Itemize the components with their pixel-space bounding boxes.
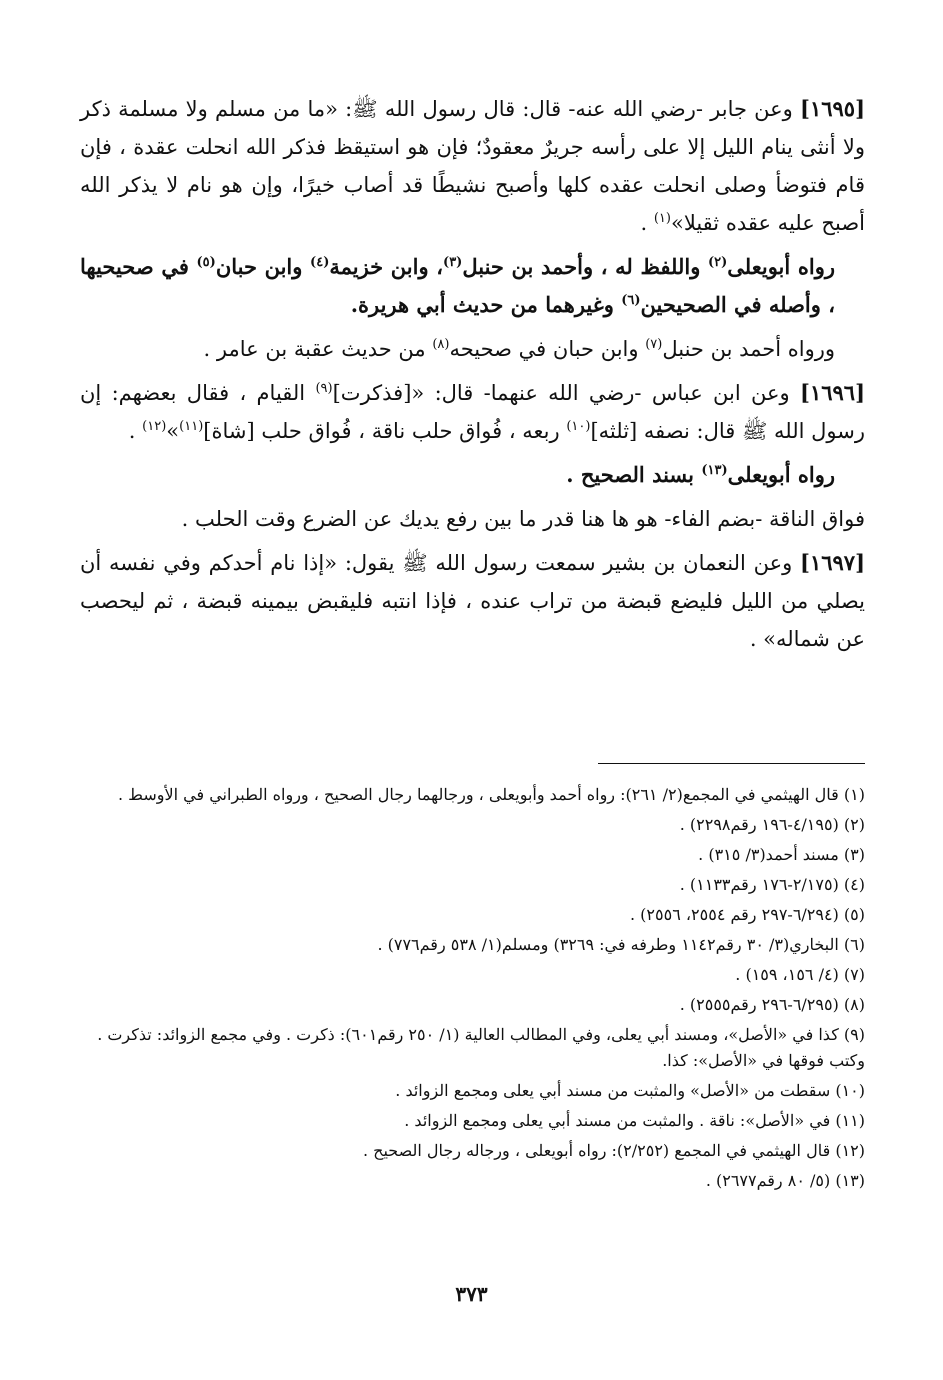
hadith-number: [١٦٩٧] — [800, 550, 865, 575]
riwaya-text: رواه أبويعلى — [727, 462, 835, 487]
riwaya-text: رواه أبويعلى — [727, 254, 835, 279]
footnote-ref: (٦) — [621, 293, 641, 308]
footnote-11: (١١) في «الأصل»: ناقة . والمثبت من مسند أبي يعلى ومجمع الزوائد . — [404, 1111, 865, 1130]
footnote-ref: (١٢) — [142, 419, 167, 434]
footnote-ref: (٣) — [443, 255, 463, 270]
riwaya-text: ، وابن خزيمة — [329, 254, 444, 279]
riwaya-text: في صحيحيها ، وأصله في الصحيحين — [80, 254, 835, 317]
riwaya-2 — [80, 330, 865, 368]
footnote-ref: (٨) — [432, 337, 450, 352]
hadith-text: وعن ابن عباس -رضي الله عنهما- قال: «[فذكرت] — [332, 381, 800, 405]
footnote-1: (١) قال الهيثمي في المجمع(٢/ ٢٦١): رواه أحمد وأبويعلى ، ورجالهما رجال الصحيح ، ورواه الطبراني في الأوسط . — [118, 785, 865, 804]
riwaya-text: واللفظ له ، وأحمد بن حنبل — [462, 254, 708, 279]
footnote-12: (١٢) قال الهيثمي في المجمع (٢/٢٥٢): رواه أبويعلى ، ورجاله رجال الصحيح . — [362, 1141, 865, 1160]
hadith-text-end: . — [640, 211, 654, 235]
footnote-ref: (٢) — [707, 255, 728, 270]
footnote-ref: (١١) — [179, 419, 204, 434]
riwaya-text: وابن حبان في صحيحه — [449, 337, 646, 361]
hadith-number: [١٦٩٥] — [800, 96, 865, 121]
hadith-1695 — [80, 90, 865, 242]
hadith-text: . — [128, 419, 143, 443]
hadith-text: ربعه ، فُواق حلب ناقة ، فُواق حلب [شاة] — [203, 419, 567, 443]
footnote-ref: (١٠) — [566, 419, 591, 434]
riwaya-text: وابن حبان — [215, 254, 311, 279]
footnotes — [80, 782, 865, 1198]
footnote-5: (٥) (٦/٢٩٤-٢٩٧ رقم ٢٥٥٤، ٢٥٥٦) . — [630, 905, 865, 924]
footnote-ref: (٧) — [645, 337, 663, 352]
riwaya-text: من حديث عقبة بن عامر . — [203, 337, 433, 361]
footnote-ref: (٥) — [196, 255, 216, 270]
footnote-8: (٨) (٦/٢٩٥-٢٩٦ رقم٢٥٥٥) . — [679, 995, 865, 1014]
footnote-ref: (٩) — [315, 381, 333, 396]
footnote-6: (٦) البخاري(٣/ ٣٠ رقم١١٤٢ وطرفه في: ٣٢٦٩) ومسلم(١/ ٥٣٨ رقم٧٧٦) . — [377, 935, 865, 954]
footnote-separator — [598, 763, 865, 764]
hadith-1696 — [80, 374, 865, 450]
footnote-7: (٧) (٤/ ١٥٦، ١٥٩) . — [735, 965, 865, 984]
riwaya-text: بسند الصحيح . — [566, 462, 702, 487]
riwaya-text: ورواه أحمد بن حنبل — [662, 337, 835, 361]
hadith-text: وعن جابر -رضي الله عنه- قال: قال رسول الله ﷺ: «ما من مسلم ولا مسلمة ذكر ولا أنثى ينام الليل إلا على رأسه جريرٌ معقودٌ؛ فإن هو استيقظ فذكر الله انحلت عقدة ، فإن قام فتوضأ وصلى انحلت عقده كلها وأصبح نشيطًا قد أصاب خيرًا، وإن هو نام لا يذكر الله أصبح عليه عقده ثقيلا» — [80, 97, 865, 235]
hadith-text: وعن النعمان بن بشير سمعت رسول الله ﷺ يقول: «إذا نام أحدكم وفي نفسه أن يصلي من الليل فليضع قبضة من تراب عنده ، فإذا انتبه فليقبض بيمينه قبضة ، ثم ليحصب عن شماله» . — [80, 551, 865, 651]
riwaya-3 — [80, 456, 865, 494]
hadith-text: » — [166, 419, 180, 443]
footnote-13: (١٣) (٥/ ٨٠ رقم٢٦٧٧) . — [705, 1171, 865, 1190]
footnote-ref: (١) — [653, 211, 671, 226]
footnote-ref: (٤) — [310, 255, 330, 270]
hadith-text: القيام ، فقال بعضهم: إن رسول الله ﷺ قال: نصفه [ثلثه] — [80, 381, 865, 443]
footnote-2: (٢) (٤/١٩٥-١٩٦ رقم٢٢٩٨) . — [679, 815, 865, 834]
footnote-3: (٣) مسند أحمد(٣/ ٣١٥) . — [698, 845, 865, 864]
riwaya-text: وغيرهما من حديث أبي هريرة. — [350, 292, 622, 317]
footnote-10: (١٠) سقطت من «الأصل» والمثبت من مسند أبي يعلى ومجمع الزوائد . — [395, 1081, 865, 1100]
hadith-number: [١٦٩٦] — [800, 380, 865, 405]
hadith-1697 — [80, 544, 865, 658]
riwaya-1 — [80, 248, 865, 324]
main-text — [80, 90, 865, 664]
footnote-9: (٩) كذا في «الأصل»، ومسند أبي يعلى، وفي المطالب العالية (١/ ٢٥٠ رقم٦٠١): ذكرت . وفي مجمع الزوائد: تذكرت . وكتب فوقها في «الأصل»: كذا. — [97, 1025, 865, 1070]
page-number: ٣٧٣ — [455, 1282, 488, 1306]
footnote-4: (٤) (٢/١٧٥-١٧٦ رقم١١٣٣) . — [679, 875, 865, 894]
fuwaq-explanation: فواق الناقة -بضم الفاء- هو ها هنا قدر ما بين رفع يديك عن الضرع وقت الحلب . — [181, 507, 865, 531]
footnote-ref: (١٣) — [701, 463, 728, 478]
